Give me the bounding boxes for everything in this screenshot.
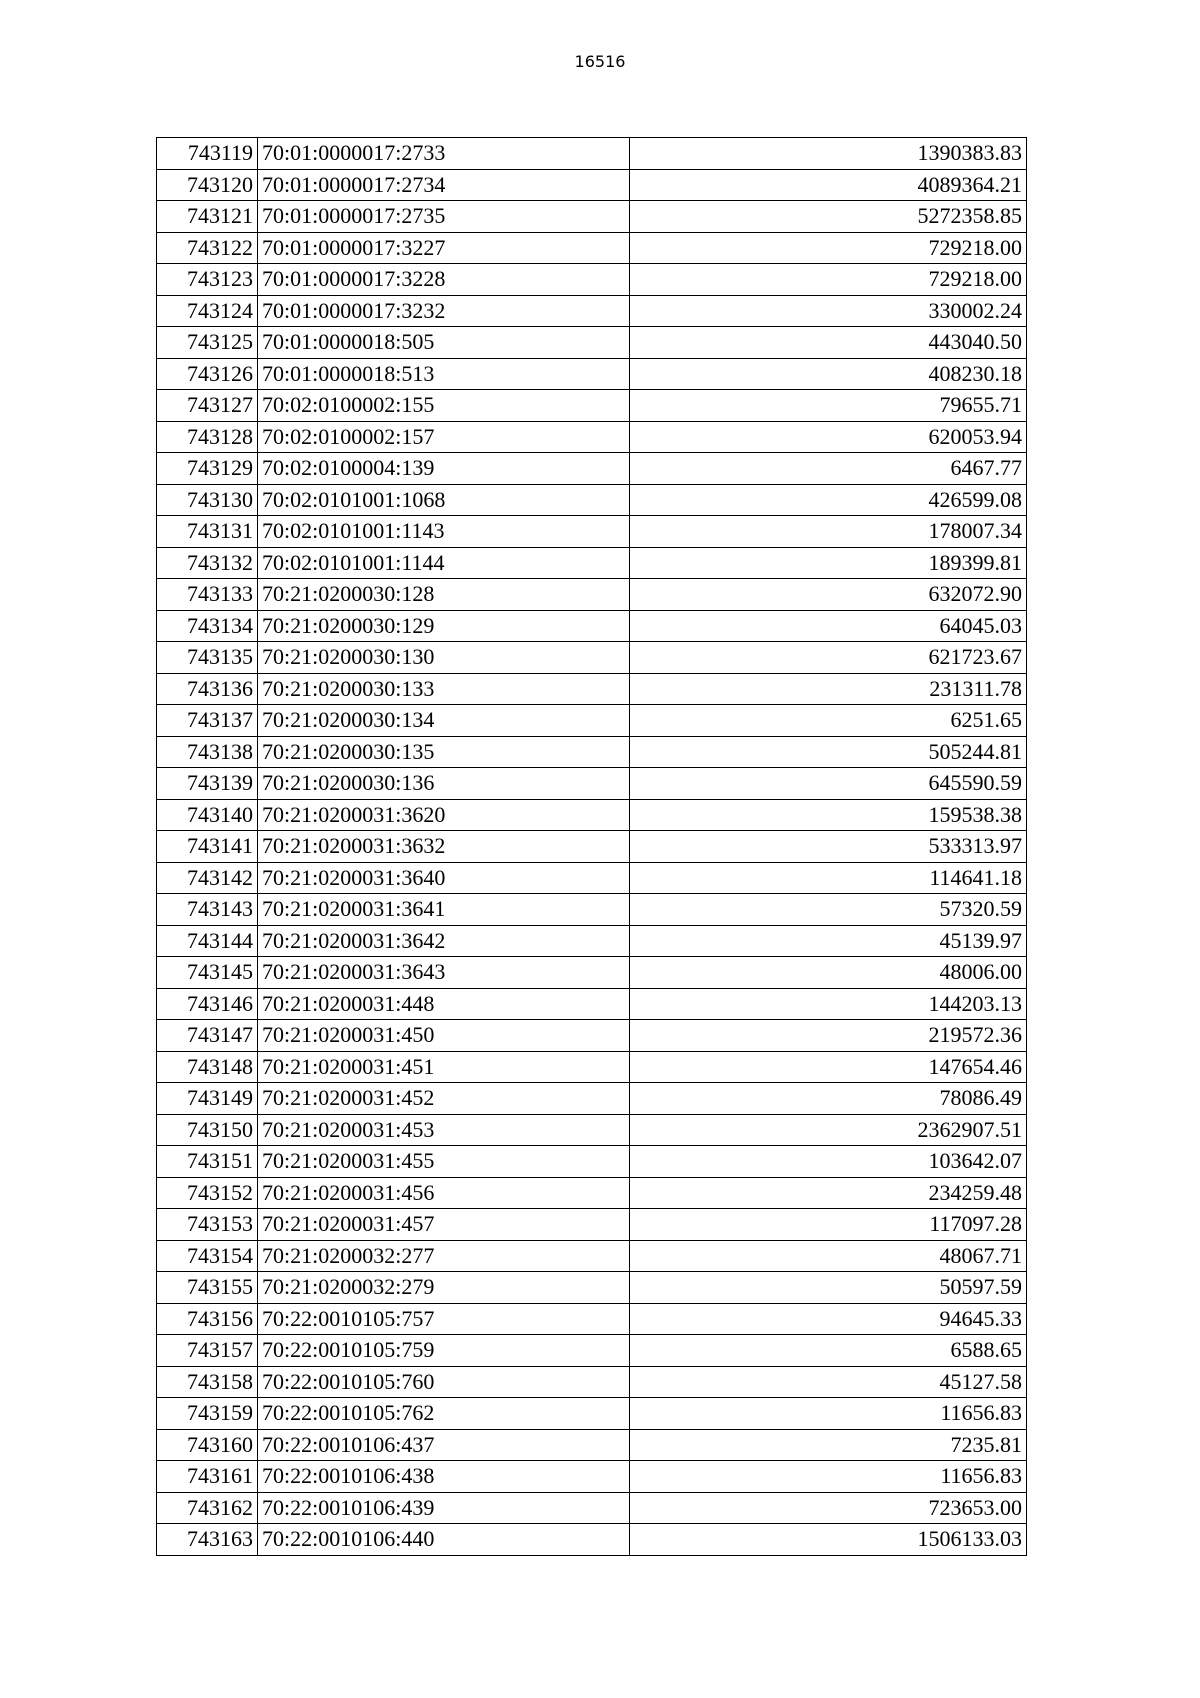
cadastral-value-cell: 6467.77: [630, 453, 1027, 485]
table-row: [157, 1051, 1027, 1083]
cadastral-number-cell: 70:21:0200031:3642: [258, 925, 630, 957]
cadastral-value-cell: 645590.59: [630, 768, 1027, 800]
row-number-cell: 743153: [157, 1209, 258, 1241]
cadastral-number-cell: 70:22:0010106:437: [258, 1429, 630, 1461]
table-row: [157, 579, 1027, 611]
cadastral-value-cell: 178007.34: [630, 516, 1027, 548]
table-row: [157, 642, 1027, 674]
cadastral-value-cell: 6251.65: [630, 705, 1027, 737]
cadastral-number-cell: 70:21:0200031:451: [258, 1051, 630, 1083]
table-row: [157, 894, 1027, 926]
cadastral-value-cell: 144203.13: [630, 988, 1027, 1020]
cadastral-value-cell: 1506133.03: [630, 1524, 1027, 1556]
cadastral-number-cell: 70:22:0010106:439: [258, 1492, 630, 1524]
cadastral-value-cell: 533313.97: [630, 831, 1027, 863]
table-row: [157, 1146, 1027, 1178]
cadastral-number-cell: 70:21:0200031:455: [258, 1146, 630, 1178]
table-row: [157, 295, 1027, 327]
table-row: [157, 1177, 1027, 1209]
cadastral-value-cell: 50597.59: [630, 1272, 1027, 1304]
table-row: [157, 201, 1027, 233]
table-row: [157, 705, 1027, 737]
cadastral-value-cell: 234259.48: [630, 1177, 1027, 1209]
cadastral-number-cell: 70:21:0200031:3640: [258, 862, 630, 894]
row-number-cell: 743162: [157, 1492, 258, 1524]
cadastral-value-cell: 45127.58: [630, 1366, 1027, 1398]
cadastral-value-cell: 103642.07: [630, 1146, 1027, 1178]
cadastral-value-cell: 159538.38: [630, 799, 1027, 831]
cadastral-value-cell: 620053.94: [630, 421, 1027, 453]
cadastral-value-cell: 78086.49: [630, 1083, 1027, 1115]
cadastral-number-cell: 70:01:0000017:3228: [258, 264, 630, 296]
table-row: [157, 421, 1027, 453]
cadastral-number-cell: 70:21:0200030:134: [258, 705, 630, 737]
table-row: [157, 169, 1027, 201]
row-number-cell: 743149: [157, 1083, 258, 1115]
row-number-cell: 743129: [157, 453, 258, 485]
cadastral-value-cell: 147654.46: [630, 1051, 1027, 1083]
row-number-cell: 743127: [157, 390, 258, 422]
table-row: [157, 264, 1027, 296]
row-number-cell: 743132: [157, 547, 258, 579]
cadastral-number-cell: 70:21:0200031:456: [258, 1177, 630, 1209]
row-number-cell: 743133: [157, 579, 258, 611]
cadastral-value-cell: 443040.50: [630, 327, 1027, 359]
cadastral-value-cell: 114641.18: [630, 862, 1027, 894]
row-number-cell: 743135: [157, 642, 258, 674]
row-number-cell: 743126: [157, 358, 258, 390]
row-number-cell: 743141: [157, 831, 258, 863]
cadastral-number-cell: 70:21:0200031:448: [258, 988, 630, 1020]
cadastral-value-cell: 408230.18: [630, 358, 1027, 390]
row-number-cell: 743163: [157, 1524, 258, 1556]
table-row: [157, 1492, 1027, 1524]
table-row: [157, 138, 1027, 170]
table-row: [157, 358, 1027, 390]
table-row: [157, 1272, 1027, 1304]
cadastral-value-cell: 117097.28: [630, 1209, 1027, 1241]
cadastral-number-cell: 70:21:0200031:450: [258, 1020, 630, 1052]
row-number-cell: 743139: [157, 768, 258, 800]
row-number-cell: 743130: [157, 484, 258, 516]
cadastral-value-table: [156, 137, 1027, 1556]
cadastral-number-cell: 70:21:0200030:133: [258, 673, 630, 705]
cadastral-number-cell: 70:22:0010105:760: [258, 1366, 630, 1398]
row-number-cell: 743160: [157, 1429, 258, 1461]
cadastral-number-cell: 70:22:0010105:757: [258, 1303, 630, 1335]
cadastral-number-cell: 70:01:0000017:2733: [258, 138, 630, 170]
table-row: [157, 484, 1027, 516]
cadastral-number-cell: 70:21:0200030:136: [258, 768, 630, 800]
cadastral-number-cell: 70:02:0100002:157: [258, 421, 630, 453]
row-number-cell: 743154: [157, 1240, 258, 1272]
cadastral-number-cell: 70:21:0200031:457: [258, 1209, 630, 1241]
table-row: [157, 390, 1027, 422]
table-row: [157, 1398, 1027, 1430]
cadastral-value-cell: 729218.00: [630, 264, 1027, 296]
table-row: [157, 453, 1027, 485]
cadastral-number-cell: 70:22:0010106:440: [258, 1524, 630, 1556]
table-row: [157, 1303, 1027, 1335]
cadastral-number-cell: 70:01:0000017:3227: [258, 232, 630, 264]
row-number-cell: 743151: [157, 1146, 258, 1178]
row-number-cell: 743144: [157, 925, 258, 957]
row-number-cell: 743124: [157, 295, 258, 327]
cadastral-number-cell: 70:01:0000017:3232: [258, 295, 630, 327]
row-number-cell: 743155: [157, 1272, 258, 1304]
cadastral-number-cell: 70:21:0200030:128: [258, 579, 630, 611]
row-number-cell: 743140: [157, 799, 258, 831]
cadastral-number-cell: 70:21:0200030:135: [258, 736, 630, 768]
row-number-cell: 743119: [157, 138, 258, 170]
cadastral-value-cell: 6588.65: [630, 1335, 1027, 1367]
cadastral-value-cell: 621723.67: [630, 642, 1027, 674]
row-number-cell: 743137: [157, 705, 258, 737]
cadastral-number-cell: 70:21:0200031:3632: [258, 831, 630, 863]
cadastral-number-cell: 70:21:0200032:277: [258, 1240, 630, 1272]
cadastral-number-cell: 70:21:0200030:130: [258, 642, 630, 674]
table-row: [157, 862, 1027, 894]
cadastral-value-cell: 94645.33: [630, 1303, 1027, 1335]
cadastral-value-cell: 4089364.21: [630, 169, 1027, 201]
row-number-cell: 743128: [157, 421, 258, 453]
row-number-cell: 743122: [157, 232, 258, 264]
cadastral-value-cell: 48006.00: [630, 957, 1027, 989]
cadastral-value-cell: 7235.81: [630, 1429, 1027, 1461]
page-number: 16516: [574, 52, 626, 71]
cadastral-number-cell: 70:01:0000017:2735: [258, 201, 630, 233]
table-row: [157, 1429, 1027, 1461]
table-row: [157, 547, 1027, 579]
row-number-cell: 743147: [157, 1020, 258, 1052]
cadastral-value-cell: 723653.00: [630, 1492, 1027, 1524]
row-number-cell: 743121: [157, 201, 258, 233]
table-row: [157, 1366, 1027, 1398]
table-row: [157, 831, 1027, 863]
table-row: [157, 516, 1027, 548]
cadastral-value-cell: 505244.81: [630, 736, 1027, 768]
table-row: [157, 610, 1027, 642]
cadastral-number-cell: 70:22:0010105:759: [258, 1335, 630, 1367]
cadastral-value-cell: 79655.71: [630, 390, 1027, 422]
table-body: [157, 138, 1027, 1556]
cadastral-number-cell: 70:21:0200031:453: [258, 1114, 630, 1146]
table-row: [157, 1083, 1027, 1115]
cadastral-number-cell: 70:21:0200032:279: [258, 1272, 630, 1304]
cadastral-value-cell: 11656.83: [630, 1461, 1027, 1493]
row-number-cell: 743152: [157, 1177, 258, 1209]
cadastral-number-cell: 70:02:0101001:1143: [258, 516, 630, 548]
cadastral-number-cell: 70:21:0200031:3641: [258, 894, 630, 926]
cadastral-value-cell: 632072.90: [630, 579, 1027, 611]
cadastral-value-cell: 64045.03: [630, 610, 1027, 642]
row-number-cell: 743120: [157, 169, 258, 201]
cadastral-number-cell: 70:02:0101001:1068: [258, 484, 630, 516]
table-row: [157, 327, 1027, 359]
cadastral-number-cell: 70:01:0000017:2734: [258, 169, 630, 201]
cadastral-number-cell: 70:21:0200031:3643: [258, 957, 630, 989]
row-number-cell: 743143: [157, 894, 258, 926]
table-row: [157, 1209, 1027, 1241]
row-number-cell: 743146: [157, 988, 258, 1020]
row-number-cell: 743156: [157, 1303, 258, 1335]
table-row: [157, 232, 1027, 264]
cadastral-value-cell: 45139.97: [630, 925, 1027, 957]
row-number-cell: 743123: [157, 264, 258, 296]
table-row: [157, 1335, 1027, 1367]
cadastral-value-cell: 219572.36: [630, 1020, 1027, 1052]
row-number-cell: 743161: [157, 1461, 258, 1493]
cadastral-value-cell: 330002.24: [630, 295, 1027, 327]
table-row: [157, 799, 1027, 831]
table-row: [157, 736, 1027, 768]
cadastral-number-cell: 70:22:0010105:762: [258, 1398, 630, 1430]
row-number-cell: 743150: [157, 1114, 258, 1146]
row-number-cell: 743158: [157, 1366, 258, 1398]
cadastral-value-cell: 11656.83: [630, 1398, 1027, 1430]
cadastral-number-cell: 70:01:0000018:513: [258, 358, 630, 390]
row-number-cell: 743145: [157, 957, 258, 989]
cadastral-number-cell: 70:22:0010106:438: [258, 1461, 630, 1493]
table-row: [157, 768, 1027, 800]
cadastral-value-cell: 5272358.85: [630, 201, 1027, 233]
row-number-cell: 743142: [157, 862, 258, 894]
cadastral-value-cell: 2362907.51: [630, 1114, 1027, 1146]
cadastral-number-cell: 70:02:0101001:1144: [258, 547, 630, 579]
row-number-cell: 743136: [157, 673, 258, 705]
cadastral-value-cell: 231311.78: [630, 673, 1027, 705]
cadastral-number-cell: 70:01:0000018:505: [258, 327, 630, 359]
table-row: [157, 1240, 1027, 1272]
row-number-cell: 743134: [157, 610, 258, 642]
row-number-cell: 743131: [157, 516, 258, 548]
table-row: [157, 957, 1027, 989]
row-number-cell: 743148: [157, 1051, 258, 1083]
row-number-cell: 743157: [157, 1335, 258, 1367]
table-row: [157, 1461, 1027, 1493]
cadastral-value-cell: 57320.59: [630, 894, 1027, 926]
cadastral-value-cell: 1390383.83: [630, 138, 1027, 170]
table-row: [157, 1114, 1027, 1146]
cadastral-number-cell: 70:02:0100004:139: [258, 453, 630, 485]
cadastral-value-cell: 426599.08: [630, 484, 1027, 516]
table-row: [157, 988, 1027, 1020]
row-number-cell: 743159: [157, 1398, 258, 1430]
table-row: [157, 1020, 1027, 1052]
cadastral-number-cell: 70:21:0200031:3620: [258, 799, 630, 831]
table-row: [157, 1524, 1027, 1556]
table-row: [157, 925, 1027, 957]
cadastral-value-cell: 48067.71: [630, 1240, 1027, 1272]
table-row: [157, 673, 1027, 705]
cadastral-number-cell: 70:21:0200031:452: [258, 1083, 630, 1115]
cadastral-value-cell: 729218.00: [630, 232, 1027, 264]
cadastral-number-cell: 70:02:0100002:155: [258, 390, 630, 422]
cadastral-number-cell: 70:21:0200030:129: [258, 610, 630, 642]
cadastral-value-cell: 189399.81: [630, 547, 1027, 579]
row-number-cell: 743125: [157, 327, 258, 359]
row-number-cell: 743138: [157, 736, 258, 768]
